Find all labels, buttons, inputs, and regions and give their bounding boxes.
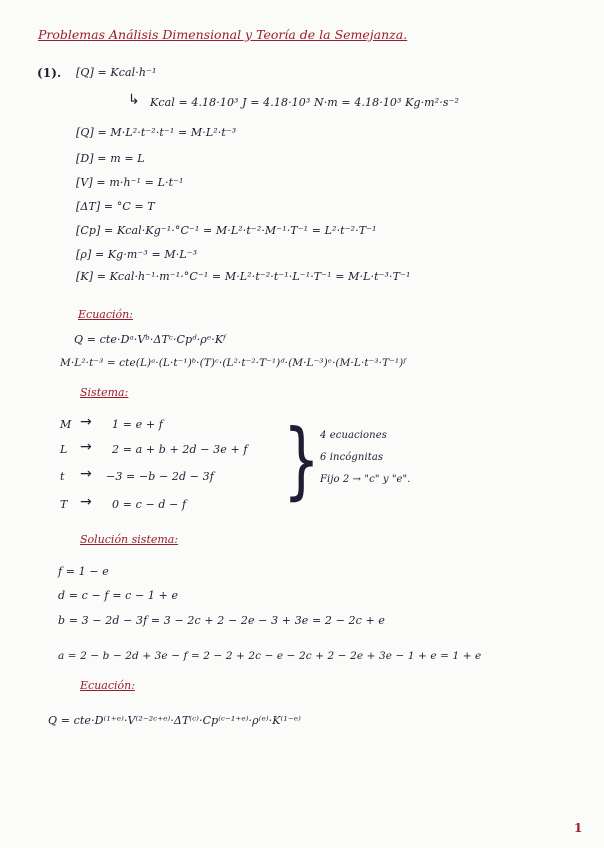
system-var: t [60,470,65,483]
system-var: L [60,443,68,456]
section-heading-solucion: Solución sistema: [80,533,179,546]
system-note: 6 incógnitas [320,452,384,463]
solution-line: b = 3 − 2d − 3f = 3 − 2c + 2 − 2e − 3 + 3e = 2 − 2c + e [58,614,386,627]
system-var: T [60,498,68,511]
right-arrow-icon: → [80,439,92,455]
equation-expanded: M·L²·t⁻³ = cte(L)ᵃ·(L·t⁻¹)ᵇ·(T)ᶜ·(L²·t⁻²·T⁻¹)ᵈ·(M·L⁻³)ᵉ·(M·L·t⁻³·T⁻¹)ᶠ [60,357,406,369]
page-number: 1 [574,821,583,835]
final-equation: Q = cte·D⁽¹⁺ᵉ⁾·V⁽²⁻²ᶜ⁺ᵉ⁾·ΔT⁽ᶜ⁾·Cp⁽ᶜ⁻¹⁺ᵉ⁾·ρ⁽ᵉ⁾·K⁽¹⁻ᵉ⁾ [48,714,301,727]
dim-line: [V] = m·h⁻¹ = L·t⁻¹ [76,176,184,189]
solution-line: d = c − f = c − 1 + e [58,589,179,602]
solution-line: f = 1 − e [58,565,109,578]
equation-line: Q = cte·Dᵃ·Vᵇ·ΔTᶜ·Cpᵈ·ρᵉ·Kᶠ [74,333,226,346]
kcal-conversion: Kcal = 4.18·10³ J = 4.18·10³ N·m = 4.18·10³ Kg·m²·s⁻² [150,96,459,109]
dim-line: [ρ] = Kg·m⁻³ = M·L⁻³ [76,248,198,261]
dim-line: [K] = Kcal·h⁻¹·m⁻¹·°C⁻¹ = M·L²·t⁻²·t⁻¹·L⁻¹·T⁻¹ = M·L·t⁻³·T⁻¹ [76,270,411,283]
system-note: 4 ecuaciones [320,430,387,441]
section-heading-sistema: Sistema: [80,386,129,399]
system-var: M [60,418,72,431]
dim-line: [D] = m = L [76,152,145,165]
right-arrow-icon: → [80,414,92,430]
section-heading-ecuacion: Ecuación: [78,308,133,321]
system-equation: 2 = a + b + 2d − 3e + f [112,443,248,456]
section-heading-ecuacion-final: Ecuación: [80,679,135,692]
q-definition: [Q] = Kcal·h⁻¹ [76,66,157,79]
dim-line: [Q] = M·L²·t⁻²·t⁻¹ = M·L²·t⁻³ [76,126,237,139]
right-brace-icon: } [283,410,320,510]
return-arrow-icon: ↳ [128,92,140,108]
document-title: Problemas Análisis Dimensional y Teoría de la Semejanza. [38,27,408,42]
system-equation: 0 = c − d − f [112,498,187,511]
right-arrow-icon: → [80,494,92,510]
dim-line: [Cp] = Kcal·Kg⁻¹·°C⁻¹ = M·L²·t⁻²·M⁻¹·T⁻¹ = L²·t⁻²·T⁻¹ [76,224,377,237]
system-note: Fijo 2 → "c" y "e". [320,474,411,485]
system-equation: −3 = −b − 2d − 3f [106,470,214,483]
solution-line: a = 2 − b − 2d + 3e − f = 2 − 2 + 2c − e − 2c + 2 − 2e + 3e − 1 + e = 1 + e [58,650,482,662]
system-equation: 1 = e + f [112,418,163,431]
problem-number: (1). [37,66,62,80]
right-arrow-icon: → [80,466,92,482]
dim-line: [ΔT] = °C = T [76,200,155,213]
